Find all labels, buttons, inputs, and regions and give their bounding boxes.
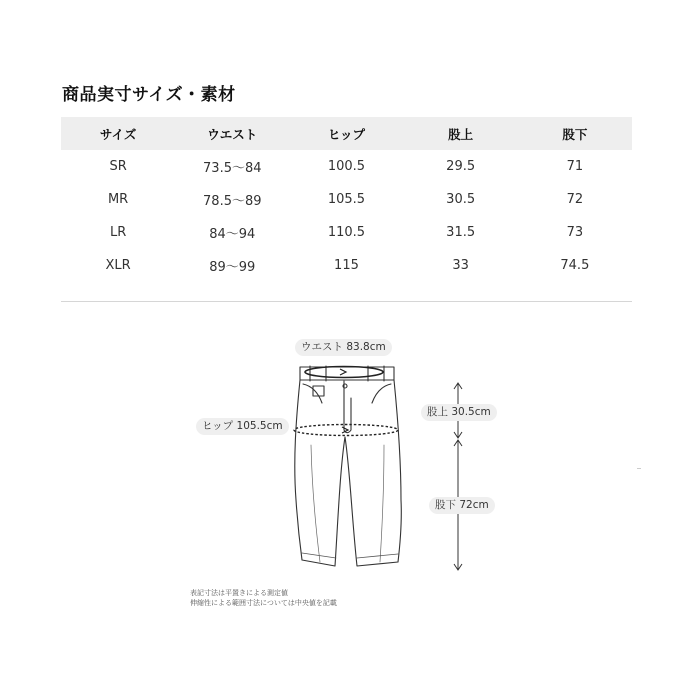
hip-measure-line bbox=[294, 425, 398, 436]
header-hip: ヒップ bbox=[289, 117, 403, 150]
header-size: サイズ bbox=[61, 117, 175, 150]
page-title: 商品実寸サイズ・素材 bbox=[62, 85, 236, 105]
cell-hip: 105.5 bbox=[327, 192, 366, 207]
inseam-label: 股下 72cm bbox=[429, 497, 495, 514]
header-rise: 股上 bbox=[404, 117, 518, 150]
cell-rise: 31.5 bbox=[446, 225, 476, 240]
cell-size: XLR bbox=[105, 258, 131, 273]
header-inseam: 股下 bbox=[518, 117, 632, 150]
hip-label: ヒップ 105.5cm bbox=[196, 418, 289, 435]
cell-rise: 33 bbox=[452, 258, 469, 273]
waist-measure-line bbox=[305, 367, 383, 378]
cell-hip: 100.5 bbox=[327, 159, 366, 174]
cell-size: LR bbox=[109, 225, 127, 240]
waist-label: ウエスト 83.8cm bbox=[295, 339, 392, 356]
cell-rise: 29.5 bbox=[446, 159, 476, 174]
cell-inseam: 72 bbox=[566, 192, 584, 207]
cell-inseam: 74.5 bbox=[560, 258, 590, 273]
cell-waist: 78.5〜89 bbox=[203, 194, 262, 209]
header-waist: ウエスト bbox=[175, 117, 289, 150]
cell-waist: 84〜94 bbox=[209, 227, 256, 242]
cell-size: MR bbox=[107, 192, 129, 207]
cell-waist: 89〜99 bbox=[209, 260, 256, 275]
rise-label: 股上 30.5cm bbox=[421, 404, 497, 421]
measurement-note: 表記寸法は平置きによる測定値 bbox=[190, 589, 288, 597]
measurement-note: 伸縮性による範囲寸法については中央値を記載 bbox=[190, 599, 337, 607]
cell-hip: 110.5 bbox=[327, 225, 366, 240]
cell-inseam: 73 bbox=[566, 225, 584, 240]
cell-size: SR bbox=[109, 159, 127, 174]
decorative-mark bbox=[637, 468, 641, 469]
cell-rise: 30.5 bbox=[446, 192, 476, 207]
cell-waist: 73.5〜84 bbox=[203, 161, 262, 176]
cell-hip: 115 bbox=[334, 258, 359, 273]
pants-outline bbox=[295, 380, 401, 566]
cell-inseam: 71 bbox=[566, 159, 584, 174]
